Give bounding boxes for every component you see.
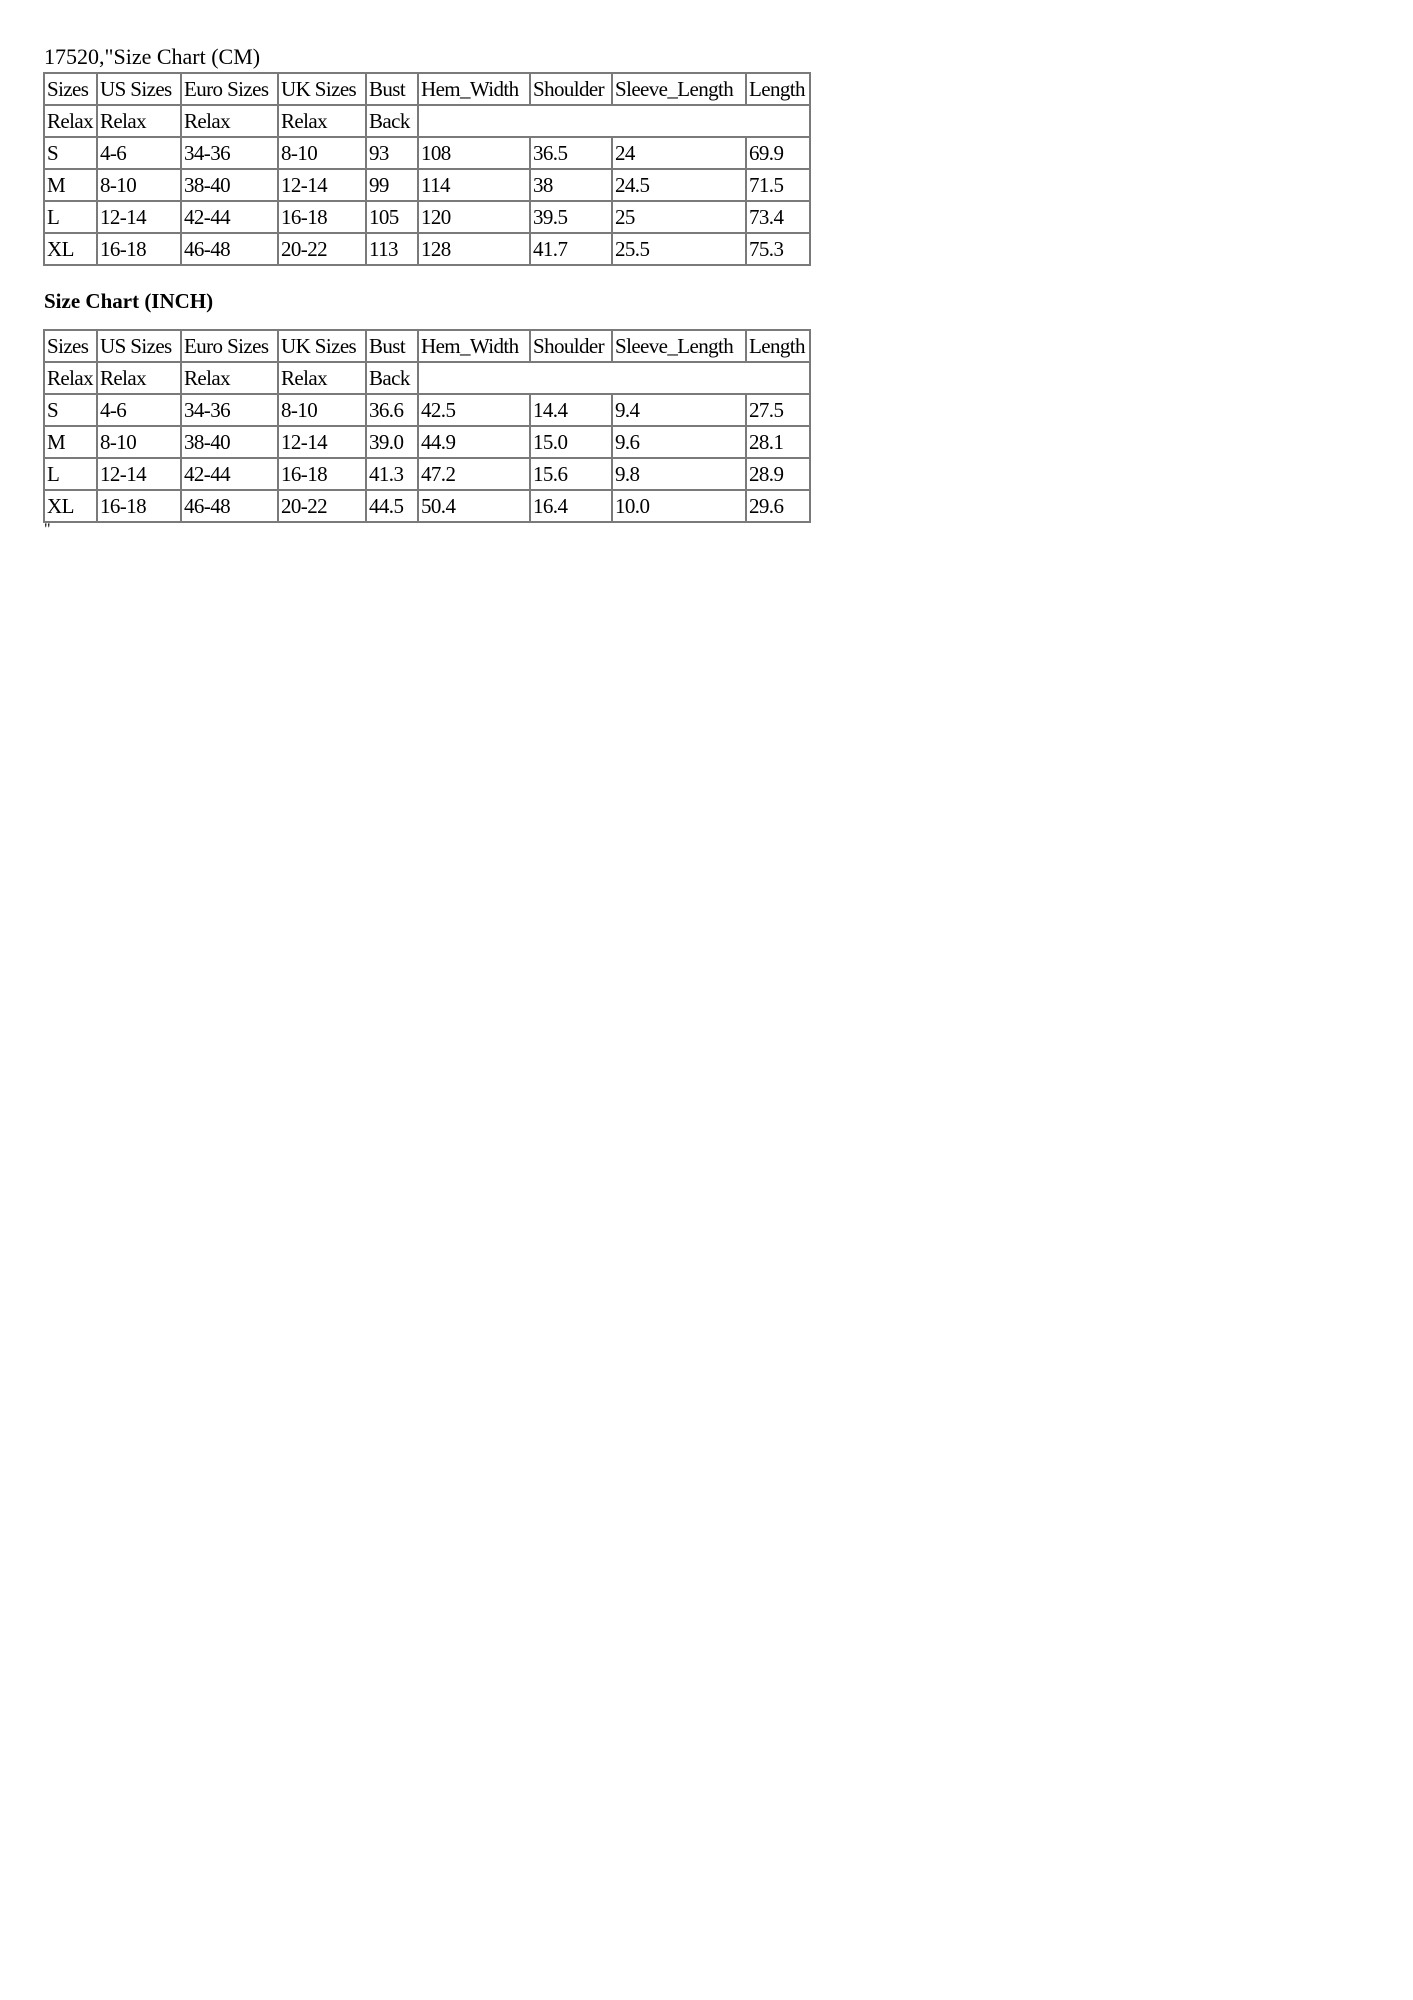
fit-cell: Relax (181, 362, 278, 394)
table-row (44, 233, 810, 265)
table-cell: M (44, 426, 97, 458)
table-row (44, 490, 810, 522)
table-cell: 41.3 (366, 458, 418, 490)
fit-cell: Back (366, 105, 418, 137)
table-cell: 8-10 (97, 426, 181, 458)
table-cell: 12-14 (97, 458, 181, 490)
table-cell: 44.5 (366, 490, 418, 522)
table-cell: 44.9 (418, 426, 530, 458)
table-cell: 108 (418, 137, 530, 169)
table-cell: 15.6 (530, 458, 612, 490)
header-cell-length: Length (746, 330, 810, 362)
table-cell: L (44, 458, 97, 490)
table-cell: 25 (612, 201, 746, 233)
table-row (44, 458, 810, 490)
table-cell: 42-44 (181, 201, 278, 233)
table-row (44, 137, 810, 169)
table-cell: 42-44 (181, 458, 278, 490)
table-cell: 128 (418, 233, 530, 265)
fit-cell: Relax (278, 362, 366, 394)
table-cell: 42.5 (418, 394, 530, 426)
table-cell: L (44, 201, 97, 233)
table-header-row (44, 330, 810, 362)
header-cell-length: Length (746, 73, 810, 105)
table-cell: 28.9 (746, 458, 810, 490)
table-cell: 25.5 (612, 233, 746, 265)
header-cell-uk-sizes: UK Sizes (278, 73, 366, 105)
table-cell: 16-18 (278, 201, 366, 233)
table-cell: 50.4 (418, 490, 530, 522)
table-cell: 38-40 (181, 169, 278, 201)
table-cell: 69.9 (746, 137, 810, 169)
closing-quote: " (44, 521, 51, 538)
header-cell-shoulder: Shoulder (530, 73, 612, 105)
table-cell: S (44, 394, 97, 426)
table-cell: 99 (366, 169, 418, 201)
table-cell: 16-18 (97, 233, 181, 265)
table-cell: 16-18 (97, 490, 181, 522)
table-cell: 34-36 (181, 394, 278, 426)
table-cell: 46-48 (181, 233, 278, 265)
header-cell-sleeve-length: Sleeve_Length (612, 330, 746, 362)
header-cell-us-sizes: US Sizes (97, 73, 181, 105)
table-cell: 114 (418, 169, 530, 201)
table-cell: XL (44, 490, 97, 522)
fit-cell: Back (366, 362, 418, 394)
table-cell: 16.4 (530, 490, 612, 522)
table-cell: 12-14 (278, 426, 366, 458)
table-cell: S (44, 137, 97, 169)
fit-row (44, 105, 810, 137)
header-cell-bust: Bust (366, 73, 418, 105)
table-cell: 9.6 (612, 426, 746, 458)
table-cell: 14.4 (530, 394, 612, 426)
table-cell: 24.5 (612, 169, 746, 201)
table-cell: 38 (530, 169, 612, 201)
table-row (44, 394, 810, 426)
inch-chart-title: Size Chart (INCH) (44, 289, 214, 313)
table-cell: 39.0 (366, 426, 418, 458)
table-cell: 12-14 (97, 201, 181, 233)
table-cell: 9.8 (612, 458, 746, 490)
fit-cell: Relax (181, 105, 278, 137)
inch-size-table (43, 329, 811, 523)
table-cell: 120 (418, 201, 530, 233)
header-cell-hem-width: Hem_Width (418, 73, 530, 105)
table-cell: 39.5 (530, 201, 612, 233)
table-row (44, 169, 810, 201)
table-cell: 12-14 (278, 169, 366, 201)
fit-row (44, 362, 810, 394)
cm-chart-title: 17520,"Size Chart (CM) (44, 44, 261, 69)
table-cell: 9.4 (612, 394, 746, 426)
table-cell: 24 (612, 137, 746, 169)
table-cell: 38-40 (181, 426, 278, 458)
table-cell: 105 (366, 201, 418, 233)
table-cell: 15.0 (530, 426, 612, 458)
table-cell: 16-18 (278, 458, 366, 490)
table-cell: 47.2 (418, 458, 530, 490)
header-cell-hem-width: Hem_Width (418, 330, 530, 362)
table-cell: 36.5 (530, 137, 612, 169)
header-cell-shoulder: Shoulder (530, 330, 612, 362)
table-cell: 75.3 (746, 233, 810, 265)
header-cell-euro-sizes: Euro Sizes (181, 73, 278, 105)
size-chart-page (43, 44, 811, 537)
header-cell-sizes: Sizes (44, 73, 97, 105)
table-cell: M (44, 169, 97, 201)
table-cell: 28.1 (746, 426, 810, 458)
table-cell: 34-36 (181, 137, 278, 169)
table-cell: 71.5 (746, 169, 810, 201)
table-cell: 8-10 (278, 394, 366, 426)
fit-cell: Relax (97, 362, 181, 394)
table-row (44, 426, 810, 458)
table-cell: 73.4 (746, 201, 810, 233)
table-cell: 29.6 (746, 490, 810, 522)
table-cell: 27.5 (746, 394, 810, 426)
table-header-row (44, 73, 810, 105)
cm-size-table (43, 72, 811, 266)
header-cell-us-sizes: US Sizes (97, 330, 181, 362)
empty-cell (418, 362, 810, 394)
fit-cell: Relax (97, 105, 181, 137)
fit-cell: Relax (278, 105, 366, 137)
table-cell: 46-48 (181, 490, 278, 522)
table-cell: 41.7 (530, 233, 612, 265)
header-cell-sleeve-length: Sleeve_Length (612, 73, 746, 105)
table-cell: 36.6 (366, 394, 418, 426)
fit-cell: Relax (44, 105, 97, 137)
table-cell: 93 (366, 137, 418, 169)
table-cell: 8-10 (97, 169, 181, 201)
table-cell: 113 (366, 233, 418, 265)
table-cell: 8-10 (278, 137, 366, 169)
table-cell: 4-6 (97, 137, 181, 169)
table-row (44, 201, 810, 233)
header-cell-bust: Bust (366, 330, 418, 362)
empty-cell (418, 105, 810, 137)
table-cell: 20-22 (278, 233, 366, 265)
header-cell-sizes: Sizes (44, 330, 97, 362)
table-cell: XL (44, 233, 97, 265)
header-cell-uk-sizes: UK Sizes (278, 330, 366, 362)
table-cell: 20-22 (278, 490, 366, 522)
header-cell-euro-sizes: Euro Sizes (181, 330, 278, 362)
fit-cell: Relax (44, 362, 97, 394)
table-cell: 10.0 (612, 490, 746, 522)
table-cell: 4-6 (97, 394, 181, 426)
